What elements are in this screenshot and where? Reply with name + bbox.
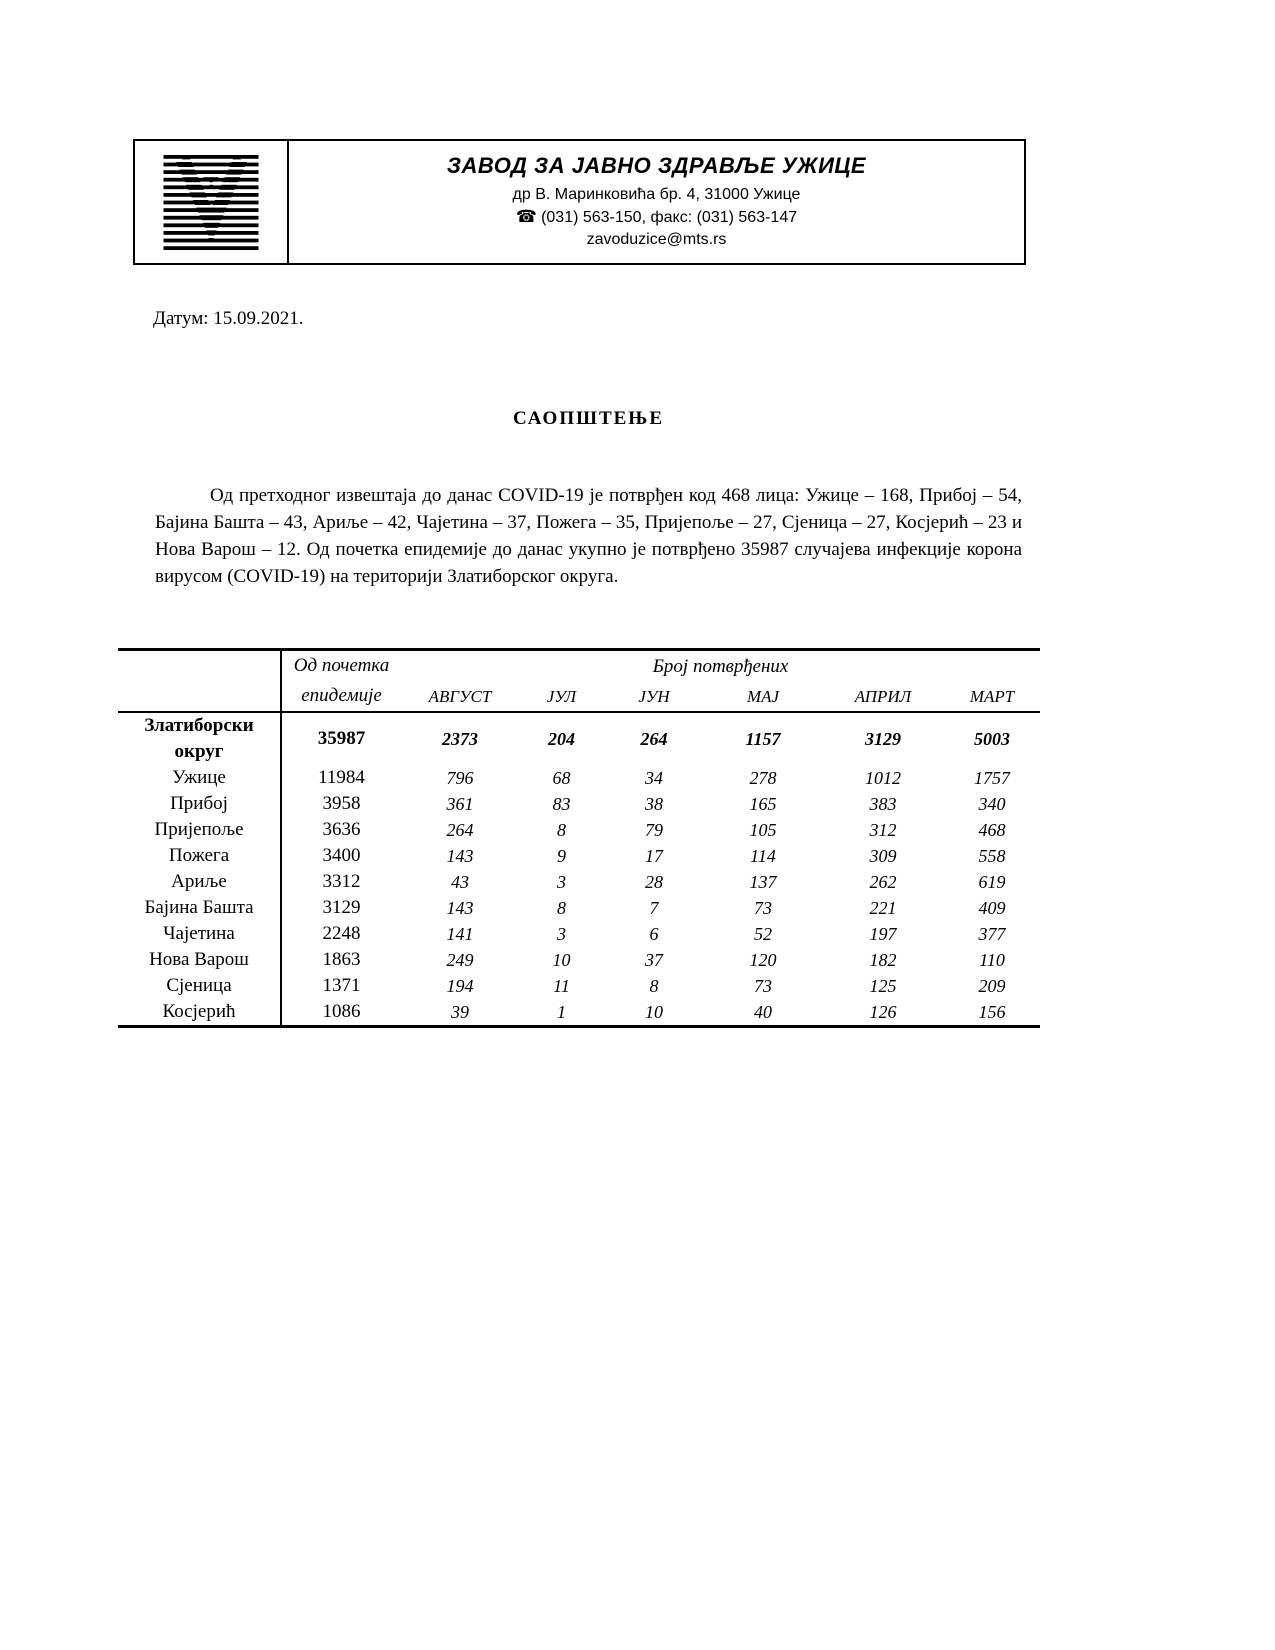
municipality-name: Пожега [118,843,281,869]
month-value: 125 [869,975,897,996]
table-row [118,843,1040,869]
month-value: 156 [978,1001,1006,1022]
municipality-name: Бајина Башта [118,895,281,921]
table-row [118,765,1040,791]
since-start-value: 1086 [322,1001,361,1022]
month-value: 143 [446,845,474,866]
month-value: 11 [553,975,570,996]
org-email: zavoduzice@mts.rs [586,231,727,248]
month-value: 409 [978,897,1006,918]
empty-header-cell [118,650,281,713]
month-value: 43 [451,871,469,892]
month-value: 197 [869,923,897,944]
month-value: 312 [869,819,897,840]
month-value: 309 [869,845,897,866]
month-value: 3 [557,923,566,944]
municipality-name: Сјеница [118,973,281,999]
org-address: др В. Маринковића бр. 4, 31000 Ужице [512,186,801,203]
phone-icon: ☎ [515,207,538,226]
municipality-name: Нова Варош [118,947,281,973]
month-value: 137 [749,871,777,892]
body-paragraph: Од претходног извештаја до данас COVID-19 је потврђен код 468 лица: Ужице – 168, Прибој – 54, Бајина Башта – 43, Ариље – 42, Чајетина – 37, Пожега – 35, Пријепоље – 27, Сјеница – 27, Косјерић – 23 и Нова Варош – 12. Од почетка епидемије до данас укупно је потврђено 35987 случајева инфекције корона вирусом (COVID-19) на територији Златиборског округа. [155,485,1022,587]
month-value: 39 [451,1001,469,1022]
since-start-header-label: Од почетка епидемије [293,655,390,706]
header-row-group [118,650,1040,683]
month-value: 1157 [745,728,781,749]
month-value: 340 [978,793,1006,814]
table-row [118,895,1040,921]
month-value: 10 [552,949,571,970]
month-value: 209 [978,975,1006,996]
month-value: 52 [754,923,772,944]
month-value: 1757 [974,767,1011,788]
month-value: 383 [869,793,897,814]
month-value: 105 [749,819,777,840]
table-row [118,947,1040,973]
month-header-july: ЈУЛ [546,686,577,706]
month-value: 40 [754,1001,772,1022]
covid-table-body [118,712,1040,1027]
municipality-name: Ариље [118,869,281,895]
month-value: 468 [978,819,1006,840]
month-value: 264 [640,728,668,749]
month-value: 10 [645,1001,663,1022]
since-start-header [281,650,401,713]
month-value: 8 [557,897,566,918]
month-value: 126 [869,1001,897,1022]
municipality-name: Ужице [118,765,281,791]
month-value: 558 [978,845,1006,866]
month-value: 73 [754,975,772,996]
month-value: 204 [548,728,575,749]
month-value: 264 [446,819,474,840]
month-value: 619 [978,871,1006,892]
month-value: 120 [749,949,777,970]
month-value: 79 [645,819,663,840]
date-line: Датум: 15.09.2021. [153,308,304,329]
municipality-name: Чајетина [118,921,281,947]
letterhead-text [289,141,1024,263]
month-value: 17 [645,845,663,866]
month-value: 796 [446,767,474,788]
month-value: 377 [978,923,1006,944]
month-value: 28 [645,871,663,892]
table-row [118,999,1040,1027]
month-value: 165 [749,793,777,814]
municipality-name: Косјерић [118,999,281,1027]
month-header-april: АПРИЛ [854,686,912,706]
month-value: 6 [649,923,659,944]
since-start-value: 3636 [322,819,361,840]
month-value: 114 [750,845,776,866]
month-value: 5003 [974,728,1011,749]
month-value: 38 [645,793,663,814]
month-value: 2373 [442,728,478,749]
month-value: 110 [979,949,1005,970]
since-start-value: 11984 [318,767,365,788]
since-start-value: 1371 [322,975,361,996]
municipality-name: Прибој [118,791,281,817]
org-phone-numbers: (031) 563-150, факс: (031) 563-147 [541,209,798,226]
month-value: 9 [557,845,566,866]
month-value: 34 [645,767,663,788]
table-row [118,921,1040,947]
confirmed-count-header: Број потврђених [652,655,789,677]
month-value: 361 [446,793,474,814]
month-value: 182 [869,949,897,970]
month-value: 8 [649,975,659,996]
month-header-may: МАЈ [746,686,780,706]
table-row [118,973,1040,999]
letterhead [133,139,1026,265]
month-value: 141 [446,923,474,944]
since-start-value: 3312 [322,871,361,892]
month-value: 3129 [865,728,901,749]
municipality-name: Златиборски округ [118,712,281,765]
since-start-value: 35987 [317,728,366,749]
table-row [118,712,1040,765]
month-header-march: МАРТ [969,686,1015,706]
since-start-value: 3958 [322,793,361,814]
month-value: 68 [552,767,571,788]
org-phone-line [299,206,1014,229]
month-value: 1 [557,1001,566,1022]
month-value: 1012 [865,767,901,788]
table-row [118,791,1040,817]
table-row [118,869,1040,895]
month-value: 278 [749,767,777,788]
month-header-august: АВГУСТ [428,686,492,706]
month-value: 83 [552,793,571,814]
month-value: 37 [645,949,663,970]
org-name: ЗАВОД ЗА ЈАВНО ЗДРАВЉЕ УЖИЦЕ [446,153,867,178]
document-title: САОПШТЕЊЕ [512,408,665,429]
covid-table [118,648,1040,1028]
month-value: 262 [869,871,897,892]
month-value: 8 [557,819,566,840]
month-header-june: ЈУН [638,686,670,706]
since-start-value: 3129 [322,897,361,918]
since-start-value: 2248 [322,923,361,944]
since-start-value: 1863 [322,949,361,970]
month-value: 7 [649,897,659,918]
table-row [118,817,1040,843]
month-value: 221 [869,897,897,918]
month-value: 143 [446,897,474,918]
month-value: 194 [446,975,474,996]
municipality-name: Пријепоље [118,817,281,843]
covid-table-header [118,650,1040,713]
since-start-value: 3400 [322,845,361,866]
logo-cell [135,141,289,263]
month-value: 3 [557,871,566,892]
month-value: 73 [754,897,772,918]
month-value: 249 [446,949,474,970]
institute-logo-icon [156,155,266,250]
